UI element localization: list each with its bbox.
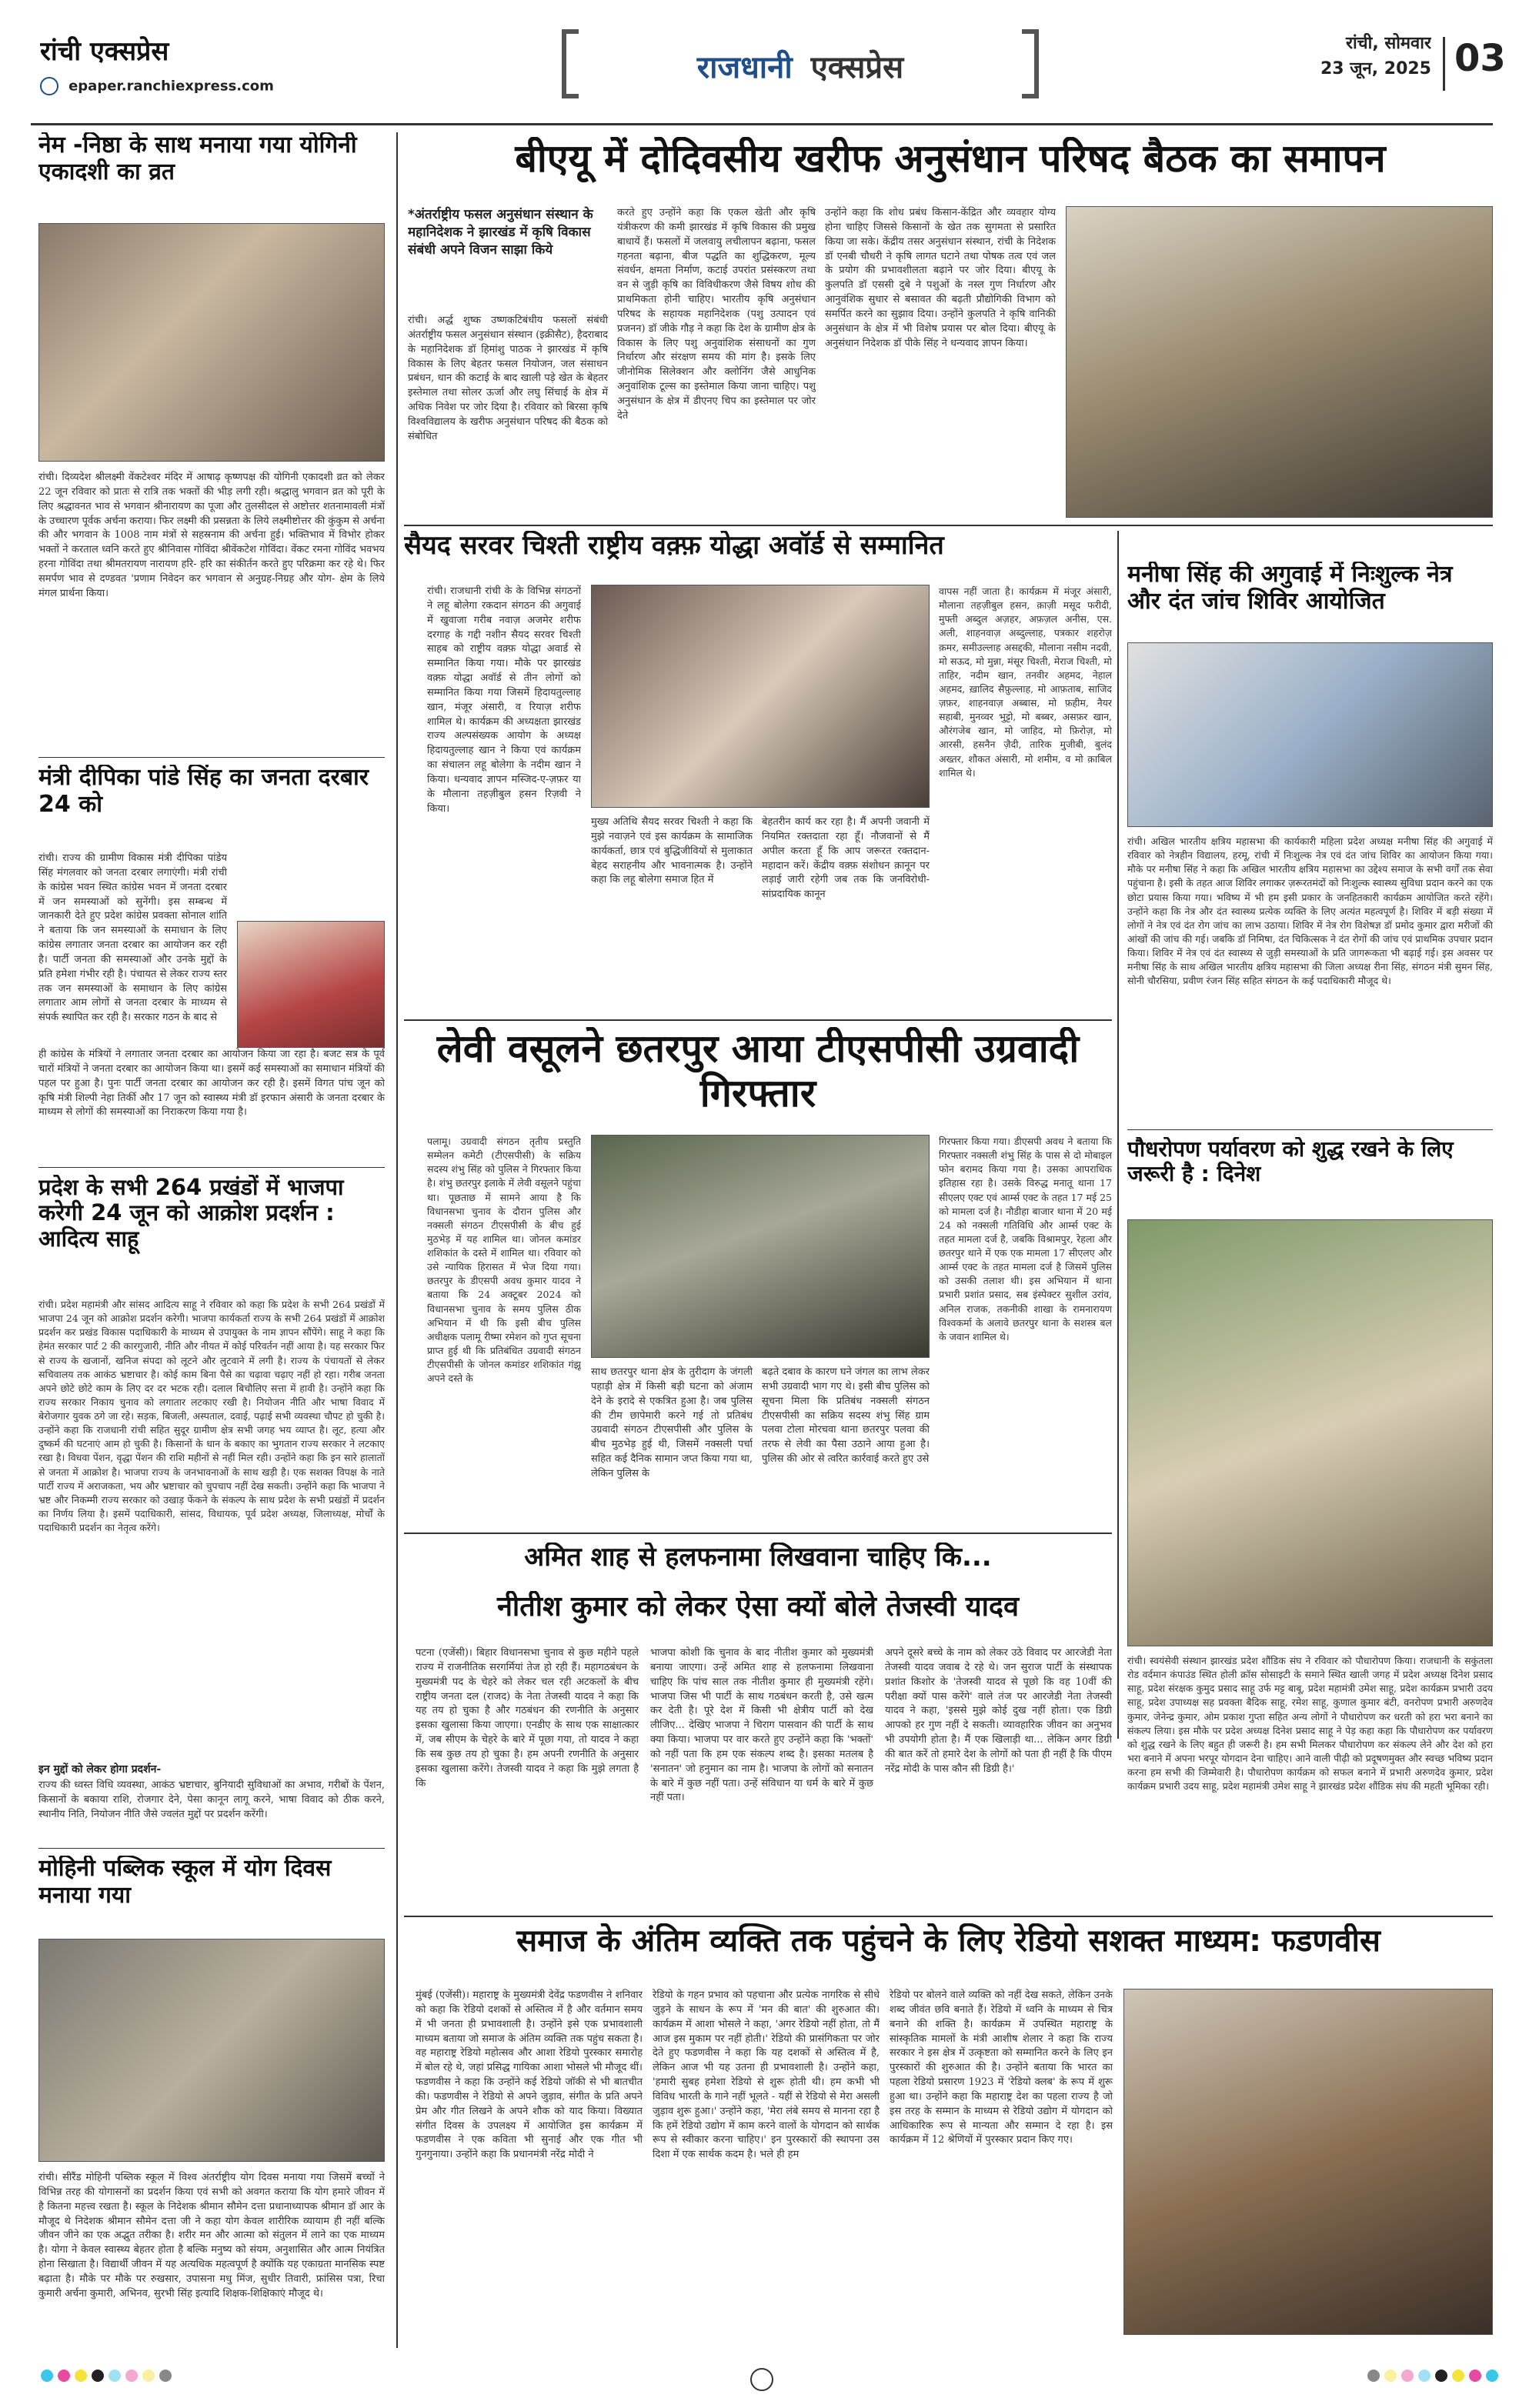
- story6-col-3: अपने दूसरे बच्चे के नाम को लेकर उठे विवाद पर आरजेडी नेता तेजस्वी यादव जवाब दे रहे थे। जन सुराज पार्टी के संस्थापक प्रशांत किशोर के 'तेजस्वी यादव से पूछो कि वह 10वीं की परीक्षा क्यों पास करेंगे' वाले तंज पर आरजेडी नेता तेजस्वी यादव ने कहा, 'इससे मुझे कोई दुख नहीं होता। एक डिग्री आपको हर गुण नहीं दे सकती। व्यावहारिक जीवन का अनुभव भी उपयोगी होता है। मैं एक खिलाड़ी था... लेकिन अगर डिग्री की बात करें तो हमारे देश के लोगों को पता ही नहीं है कि पीएम नरेंद्र मोदी के पास कौन सी डिग्री है।': [885, 1647, 1112, 1775]
- globe-icon: [40, 77, 58, 95]
- dot-yellow-r: [1452, 2370, 1464, 2382]
- dot-grey-r: [1367, 2370, 1380, 2382]
- story6-col-1: पटना (एजेंसी)। बिहार विधानसभा चुनाव से कुछ महीने पहले राज्य में राजनीतिक सरगर्मियां तेज हो रही हैं। महागठबंधन के मुख्यमंत्री पद के चेहरे को लेकर चल रही अटकलों के बीच राष्ट्रीय जनता दल (राजद) के नेता तेजस्वी यादव ने कहा कि यह तय हो चुका है और गठबंधन की रणनीति के अनुसार इसका खुलासा किया जाएगा। एनडीए के साथ एक साक्षात्कार में, जब सीएम के चेहरे के बारे में पूछा गया, तो यादव ने कहा कि सब कुछ तय हो चुका है। हम अपनी रणनीति के अनुसार इसका खुलासा करेंगे। तेजस्वी यादव ने कहा कि मुझे लगता है कि: [416, 1647, 639, 1789]
- s2-headline: मंत्री दीपिका पांडे सिंह का जनता दरबार 24 को: [38, 765, 369, 818]
- dot-yellow-2: [142, 2370, 155, 2382]
- section-title: [593, 45, 1008, 91]
- lead-col-3: उन्होंने कहा कि शोध प्रबंध किसान-केंद्रित और व्यवहार योग्य होना चाहिए जिससे किसानों के खेत तक सुगमता से प्रसारित किया जा सके। केंद्रीय तसर अनुसंधान संस्थान, रांची के निदेशक डॉ एनबी चौधरी ने कृषि लागत घटाने तथा पोषक तत्व एवं जल के प्रयोग की प्रभावशीलता बढ़ाने पर जोर दिया। बीएयू के कुलपति डॉ एससी दुबे ने पशुओं के नस्ल गुण निर्धारण और आनुवंशिक सुधार से बसावत की बढ़ती प्रौद्योगिकी विभाग को समर्पित करने का सुझाव दिया। उन्होंने कुलपति ने कृषि वानिकी अनुसंधान के क्षेत्र में भी विशेष प्रयास पर बोल दिया। बीएयू के अनुसंधान निदेशक डॉ पीके सिंह ने धन्यवाद ज्ञापन किया।: [825, 207, 1056, 349]
- dot-grey: [159, 2370, 172, 2382]
- lead-bottom-rule: [404, 525, 1493, 526]
- dot-cyan-2: [108, 2370, 121, 2382]
- website-row[interactable]: [40, 77, 394, 100]
- masthead: [0, 0, 1529, 115]
- s2-body-2: ही कांग्रेस के मंत्रियों ने लगातार जनता दरबार का आयोजन किया जा रहा है। बजट सत्र के पूर्व चारों मंत्रियों ने जनता दरबार का आयोजन किया था। इसमें कई समस्याओं का समाधान मंत्रियों की पहल पर हुआ है। पुनः पार्टी जनता दरबार का आयोजन कर रही है। इसमें विगत पांच जून को कृषि मंत्री शिल्पी नेहा तिर्की और 17 जून को स्वास्थ्य मंत्री डॉ इरफान अंसारी के जनता दरबार के माध्यम से लोगों की समस्याओं का निराकरण किया गया है।: [38, 1049, 385, 1119]
- color-bar-left: [38, 2370, 423, 2393]
- s3-headline: प्रदेश के सभी 264 प्रखंडों में भाजपा करेगी 24 जून को आक्रोश प्रदर्शन : आदित्य साहू: [38, 1175, 344, 1252]
- registration-mark-icon: [750, 2368, 773, 2391]
- page-number: 03: [1443, 37, 1512, 91]
- dot-magenta-r: [1469, 2370, 1481, 2382]
- right-col-divider: [1117, 531, 1119, 1739]
- story4-photo: [591, 1135, 930, 1358]
- story3-headline: मनीषा सिंह की अगुवाई में निःशुल्क नेत्र और दंत जांच शिविर आयोजित: [1127, 562, 1453, 615]
- website-url[interactable]: epaper.ranchiexpress.com: [68, 78, 274, 95]
- issue-date: 23 जून, 2025: [1320, 59, 1431, 78]
- s2-portrait: [237, 921, 385, 1048]
- dot-yellow-2-r: [1384, 2370, 1397, 2382]
- lead-col-2: करते हुए उन्होंने कहा कि एकल खेती और कृषि यंत्रीकरण की कमी झारखंड में कृषि विकास की प्रमुख बाधायें हैं। फसलों में जलवायु लचीलापन बढ़ाना, फसल गहनता बढ़ाना, बीज पद्धति का शुद्धिकरण, मूल्य संवर्धन, क्षमता निर्माण, कटाई उपरांत प्रसंस्करण तथा वन से जुड़ी कृषि का विविधीकरण जैसे विषय शोध की प्राथमिकता होनी चाहिए। भारतीय कृषि अनुसंधान परिषद के सहायक महानिदेशक (पशु उत्पादन एवं प्रजनन) डॉ जीके गौड़ ने कहा कि देश के ग्रामीण क्षेत्र के विकास के लिए पशु अनुवांशिक संसाधनों का गुण निर्धारण और संरक्षण समय की मांग है। इसके लिए जीनोमिक सिलेक्शन और क्लोनिंग जैसे आधुनिक अनुवांशिक टूल्स का इस्तेमाल किया जाना चाहिए। पशु अनुसंधान के क्षेत्र में डीएनए चिप का इस्तेमाल पर जोर देते: [617, 207, 816, 422]
- story4-headline: लेवी वसूलने छतरपुर आया टीएसपीसी उग्रवादी गिरफ्तार: [436, 1027, 1080, 1116]
- story5-headline: पौधरोपण पर्यावरण को शुद्ध रखने के लिए जरूरी है : दिनेश: [1127, 1137, 1454, 1187]
- story4-col-4: गिरफ्तार किया गया। डीएसपी अवध ने बताया कि गिरफ्तार नक्सली शंभु सिंह के पास से दो मोबाइल फोन बरामद किया गया है। उसका आपराधिक इतिहास रहा है। उसके विरुद्ध मनातू थाना 17 सीएलए एक्ट एवं आर्म्स एक्ट के तहत 17 मई 25 को मामला दर्ज है। नौडीहा बाजार थाना में 20 मई 24 को नक्सली गतिविधि और आर्म्स एक्ट के तहत मामला दर्ज है, जबकि विश्रामपुर, रेहला और छतरपुर थाने में एक एक मामला 17 सीएलए और आर्म्स एक्ट के तहत मामला दर्ज है जिसमें पुलिस को उसकी तलाश थी। इस अभियान में थाना प्रभारी प्रशांत प्रसाद, सब इंस्पेक्टर सुशील उरांव, अनिल राजक, तकनीकी शाखा के रामनारायण विश्वकर्मा के अलावे छतरपुर थाना के सशस्त्र बल के जवान शामिल थे।: [939, 1136, 1112, 1342]
- s3-body: रांची। प्रदेश महामंत्री और सांसद आदित्य साहू ने रविवार को कहा कि प्रदेश के सभी 264 प्रखंडों में भाजपा 24 जून को आक्रोश प्रदर्शन करेगी। भाजपा कार्यकर्ता राज्य के सभी 264 प्रखंडों में आक्रोश प्रदर्शन कर प्रखंड विकास पदाधिकारी के माध्यम से उपायुक्त के नाम ज्ञापन सौंपेंगे। साहू ने कहा कि हेमंत सरकार पार्ट 2 की कारगुजारी, नीति और नीयत में कोई परिवर्तन नहीं आया है। यह सरकार फिर से राज्य के खजानों, खनिज संपदा को लूटने और लुटवाने में लगी है। राज्य के पंचायतों से लेकर सचिवालय तक आकंठ भ्रष्टाचार है। कोई काम बिना पैसे का चढ़ावा चढ़ाए नहीं हो रहा। गरीब जनता अपने छोटे छोटे काम के लिए दर दर भटक रही। दलाल बिचौलिए सत्ता में हावी है। उन्होंने कहा कि राज्य सरकार निकाय चुनाव को लगातार लटकाए रखी है। नियोजन नीति और भाषा विवाद में बेरोजगार युवक ठगे जा रहे। सड़क, बिजली, अस्पताल, दवाई, पढ़ाई सभी व्यवस्था चौपट हो चुकी है। उन्होंने कहा कि राजधानी रांची सहित सुदूर ग्रामीण क्षेत्र सभी जगह भय व्याप्त है। लूट, हत्या और दुष्कर्म की घटनाएं आम हो चुकी है। किसानों के धान के बकाए का भुगतान राज्य सरकार ने लटकाए रखा है। विधवा पेंशन, वृद्धा पेंशन की राशि महीनों से नहीं मिल रही। उन्होंने कहा कि इन सारे हालातों से जनता में आक्रोश है। भाजपा राज्य के जनभावनाओं के साथ खड़ी है। एक सशक्त विपक्ष के नाते पार्टी राज्य में अराजकता, भय और भ्रष्टाचार को चुपचाप नहीं देख सकती। उन्होंने कहा कि भाजपा ने भ्रष्ट और निकम्मी राज्य सरकार को उखाड़ फेंकने के संकल्प के साथ प्रदेश के सभी प्रखंडों में प्रदर्शन का निर्णय लिया है। इसमें पदाधिकारी, सांसद, विधायक, पूर्व प्रदेश अध्यक्ष, जिलाध्यक्ष, मोर्चों के पदाधिकारी प्रदर्शन का नेतृत्व करेंगे।: [38, 1299, 385, 1533]
- story5-body: रांची। स्वयंसेवी संस्थान झारखंड प्रदेश शौंडिक संघ ने रविवार को पौधारोपण किया। राजधानी के सकुंतला रोड वर्दमान कंपाउंड स्थित होली क्रॉस सोसाइटी के समाने स्थित खाली जगह में प्रदेश अध्यक्ष दिनेश प्रसाद साहू, प्रदेश संरक्षक कुमुद प्रसाद साहू उर्फ मट्ट बाबू, प्रदेश महामंत्री उमेश साहू, प्रदेश कार्यक्रम प्रभारी उदय साहू, प्रदेश उपाध्यक्ष सह प्रवक्ता बैदिक साहू, रमेश साहू, कुणाल कुमार बंटी, वनरोपण प्रभारी अरुणदेव कुमार, जेनेन्द्र कुमार, ओम प्रकाश गुप्ता सहित अन्य लोगों ने पौधारोपण कर धरती को हरा भरा बनाने का संकल्प लिया। इस मौके पर प्रदेश अध्यक्ष दिनेश प्रसाद साहू ने पेड़ कहा कहा कि पौधारोपण कर पर्यावरण को शुद्ध रखने के लिए बहुत ही जरूरी है। हम सभी मिलकर पौधारोपण कर संकल्प लेने और देश को हरा भरा बनाने में अपना भरपूर योगदान देना चाहिए। आने वाली पीढ़ी को प्रदूषणमुक्त और स्वच्छ भविष्य प्रदान करना हम सभी की जिम्मेवारी है। पौधारोपण कार्यक्रम को सफल बनाने में प्रभारी अरुणदेव कुमार, प्रदेश कार्यक्रम प्रभारी उदय साहू, प्रदेश महामंत्री उमेश साहू ने झारखंड प्रदेश शौंडिक संघ की महती भूमिका रही।: [1127, 1655, 1493, 1793]
- lead-photo: [1066, 206, 1493, 518]
- story7-headline: समाज के अंतिम व्यक्ति तक पहुंचने के लिए रेडियो सशक्त माध्यम: फडणवीस: [516, 1923, 1380, 1959]
- color-bar-right: [1116, 2370, 1501, 2393]
- bracket-right: [1022, 29, 1039, 98]
- story7-col-3: रेडियो पर बोलने वाले व्यक्ति को नहीं देख सकते, लेकिन उनके शब्द जीवंत छवि बनाते हैं। रेडियो में ध्वनि के माध्यम से चित्र बनाने की शक्ति है। कार्यक्रम में उपस्थित महाराष्ट्र के सांस्कृतिक मामलों के मंत्री आशीष शेलार ने कहा कि राज्य सरकार ने इस क्षेत्र में उत्कृष्टता को सम्मानित करने के लिए इन पुरस्कारों की शुरुआत की है। उन्होंने बताया कि भारत का पहला रेडियो प्रसारण 1923 में 'रेडियो क्लब' के रूप में शुरू हुआ था। उन्होंने कहा कि महाराष्ट्र देश का पहला राज्य है जो इस तरह के सम्मान के माध्यम से रेडियो उद्योग में योगदान को आधिकारिक रूप से मान्यता और सम्मान दे रहा है। इस कार्यक्रम में 12 श्रेणियों में पुरस्कार प्रदान किए गए।: [890, 1989, 1113, 2146]
- dot-yellow: [75, 2370, 87, 2382]
- story2-col-2: मुख्य अतिथि सैयद सरवर चिश्ती ने कहा कि मुझे नवाज़ने एवं इस कार्यक्रम के सामाजिक कार्यकर्ता, छात्र एवं बुद्धिजीवियों से मुलाकात बेहद सराहनीय और भावनात्मक है। उन्होंने कहा कि लहू बोलेगा समाज हित में: [591, 816, 753, 886]
- story4-col-1: पलामू। उग्रवादी संगठन तृतीय प्रस्तुति सम्मेलन कमेटी (टीएसपीसी) के सक्रिय सदस्य शंभु सिंह को पुलिस ने गिरफ्तार किया है। शंभु छतरपुर इलाके में लेवी वसूलने पहुंचा था। पूछताछ में सामने आया है कि विधानसभा चुनाव के दौरान पुलिस और नक्सली संगठन टीएसपीसी के बीच हुई मुठभेड़ में यह शामिल था। जोनल कमांडर शशिकांत के दस्ते में शामिल था। रविवार को उसे न्यायिक हिरासत में भेज दिया गया। छतरपुर के डीएसपी अवध कुमार यादव ने बताया कि 24 अक्टूबर 2024 को विधानसभा चुनाव के समय पुलिस ठीक अभियान में थी कि इसी बीच पुलिस अधीक्षक पलामू रीष्मा रमेशन को गुप्त सूचना प्राप्त हुई थी कि प्रतिबंधित उग्रवादी संगठन टीएसपीसी के जोनल कमांडर शशिकांत गंझू अपने दस्ते के: [427, 1136, 581, 1385]
- story4-col-2: साथ छतरपुर थाना क्षेत्र के तुरीदाग के जंगली पहाड़ी क्षेत्र में किसी बड़ी घटना को अंजाम देने के इरादे से एकत्रित हुआ है। जब पुलिस की टीम छापेमारी करने गई तो प्रतिबंध उग्रवादी संगठन टीएसपीसी और पुलिस के बीच मुठभेड़ हुई थी, जिसमें नक्सली पर्चा सहित कई दैनिक सामान जप्त किया गया था, लेकिन पुलिस के: [591, 1366, 753, 1479]
- story2-bottom-rule: [404, 1019, 1112, 1021]
- dateline: [1247, 31, 1431, 100]
- dot-black-r: [1435, 2370, 1447, 2382]
- brand-title: रांची एक्सप्रेस: [40, 36, 169, 66]
- dot-cyan-r: [1486, 2370, 1498, 2382]
- story5-photo: [1127, 1219, 1493, 1646]
- section-right-word: एक्सप्रेस: [810, 50, 904, 85]
- story2-col-3: बेहतरीन कार्य कर रहा है। मैं अपनी जवानी में नियमित रक्तदाता रहा हूँ। नौजवानों से मैं अपील करता हूँ कि आप जरूरत रक्तदान-महादान करें। केंद्रीय वक़्फ़ संशोधन क़ानून पर लड़ाई जारी रहेगी जब तक कि जनविरोधी-सांप्रदायिक कानून: [762, 816, 930, 901]
- story6-headline-2: नीतीश कुमार को लेकर ऐसा क्यों बोले तेजस्वी यादव: [496, 1591, 1020, 1623]
- story6-bottom-rule: [404, 1916, 1493, 1917]
- story2-photo: [591, 585, 930, 808]
- left-divider-3: [38, 1848, 385, 1849]
- dot-magenta-2-r: [1401, 2370, 1414, 2382]
- lead-col-1: रांची। अर्द्ध शुष्क उष्णकटिबंधीय फसलों संबंधी अंतर्राष्ट्रीय फसल अनुसंधान संस्थान (इक्रीसैट), हैदराबाद के महानिदेशक डॉ हिमांशु पाठक ने झारखंड में कृषि विकास के लिए बेहतर फसल नियोजन, जल संसाधन प्रबंधन, धान की कटाई के बाद खाली पड़े खेत के बेहतर इस्तेमाल तथा सोलर ऊर्जा और लघु सिंचाई के क्षेत्र में अधिक निवेश पर जोर दिया है। रविवार को बिरसा कृषि विश्वविद्यालय के खरीफ अनुसंधान परिषद की बैठक को संबोधित: [408, 315, 608, 442]
- s1-headline: नेम -निष्ठा के साथ मनाया गया योगिनी एकादशी का व्रत: [38, 132, 357, 185]
- left-column: [31, 132, 392, 2363]
- bracket-left: [562, 29, 579, 98]
- s2-body-1: रांची। राज्य की ग्रामीण विकास मंत्री दीपिका पांडेय सिंह मंगलवार को जनता दरबार लगाएंगी। मंत्री रांची के कांग्रेस भवन स्थित कांग्रेस भवन में जनता दरबार में जन समस्याओं को सुनेंगी। इस सम्बन्ध में जानकारी देते हुए प्रदेश कांग्रेस प्रवक्ता सोनाल शांति ने बताया कि जन समस्याओं के समाधान के लिए कांग्रेस लगातार जनता दरबार का आयोजन कर रही है। पार्टी जनता की समस्याओं और उनके मुद्दों के प्रति हमेशा गंभीर रही है। पंचायत से लेकर राज्य स्तर तक जन समस्याओं के समाधान के लिए कांग्रेस लगातार आम लोगों से जनता दरबार के माध्यम से संपर्क स्थापित कर रही है। सरकार गठन के बाद से: [38, 852, 227, 1024]
- story2-col-1: रांची। राजधानी रांची के के विभिन्न संगठनों ने लहू बोलेगा रकदान संगठन की अगुवाई में खुवाजा गरीब नवाज़ अजमेर शरीफ दरगाह के गद्दी नशीन सैयद सरवर चिश्ती साहब को राष्ट्रीय वक़्फ़ योद्धा अवार्ड से सम्मानित किया गया। मौके पर झारखंड वक़्फ़ योद्धा अवॉर्ड से तीन लोगों को सम्मानित किया गया जिसमें हिदायतुल्लाह खान, मंजूर अंसारी, व रियाज़ शरीफ शामिल थे। कार्यक्रम की अध्यक्षता झारखंड राज्य अल्पसंख्यक आयोग के अध्यक्ष हिदायतुल्लाह खान ने किया एवं कार्यक्रम का संचालन लहू बोलेगा के नदीम खान ने किया। धन्यवाद ज्ञापन मस्जिद-ए-ज़फ़र या के मौलाना तहज़ीबुल हसन रिज़वी ने किया।: [427, 585, 581, 815]
- story2-col-4: वापस नहीं जाता है। कार्यक्रम में मंजूर अंसारी, मौलाना तहज़ीबुल हसन, क़ाज़ी मसूद फरीदी, मुफ्ती अब्दुल अज़हर, अफ़ज़ल अनीस, एस. अली, शाहनवाज़ अब्दुल्लाह, पत्रकार शहरोज़ क़मर, समीउल्लाह असद्दकी, मौलाना नसीम नदवी, मो सऊद, मो मुन्ना, मंसूर चिश्ती, मेराज चिश्ती, मो ताहिर, नदीम खान, तनवीर अहमद, नेहाल अहमद, ख़ालिद सैफ़ुल्लाह, मो आफ़ताब, साजिद ज़फ़र, शाहनवाज़ अब्बास, मो फ़हीम, नैयर सहाबी, मुनव्वर भुट्टो, मो बब्बर, असफ़र खान, औरंगजेब खान, मो जाहिद, मो फ़िरोज़, मो आरसी, हसनैन ज़ैदी, तारिक मुजीबी, बुलंद अख्तर, शौकत अंसारी, मो शमीम, व मो क़ाबिल शामिल थे।: [939, 585, 1112, 779]
- lead-kicker: *अंतर्राष्ट्रीय फसल अनुसंधान संस्थान के महानिदेशक ने झारखंड में कृषि विकास संबंधी अपने विजन साझा किये: [408, 207, 593, 258]
- section-banner: [562, 23, 1039, 108]
- lead-headline: बीएयू में दोदिवसीय खरीफ अनुसंधान परिषद बैठक का समापन: [515, 137, 1386, 181]
- story7-col-2: रेडियो के गहन प्रभाव को पहचाना और प्रत्येक नागरिक से सीधे जुड़ने के साधन के रूप में 'मन की बात' की शुरुआत की। कार्यक्रम में आशा भोसले ने कहा, 'अगर रेडियो नहीं होता, तो मैं आज इस मुकाम पर नहीं होती।' रेडियो की प्रासंगिकता पर जोर देते हुए फडणवीस ने कहा कि यह दशकों से अस्तित्व में है, लेकिन आज भी यह उतना ही प्रभावशाली है। उन्होंने कहा, 'हमारी सुबह हमेशा रेडियो से शुरू होती थी। हम कभी भी विविध भारती के गाने नहीं भूलते - यहीं से रेडियो से मेरा असली जुड़ाव शुरू हुआ।' उन्होंने कहा, 'मेरा लंबे समय से मानना रहा है कि हमें रेडियो उद्योग में काम करने वालों के योगदान को सार्थक रूप से स्वीकार करना चाहिए।' इन पुरस्कारों की स्थापना उस दिशा में एक सार्थक कदम है। भले ही हम: [653, 1989, 880, 2161]
- s4-photo: [38, 1939, 385, 2162]
- left-divider-1: [38, 757, 385, 758]
- dot-magenta-2: [125, 2370, 138, 2382]
- story6-col-2: भाजपा कोशी कि चुनाव के बाद नीतीश कुमार को मुख्यमंत्री बनाया जाएगा। उन्हें अमित शाह से हलफनामा लिखवाना चाहिए कि पांच साल तक नीतीश कुमार ही मुख्यमंत्री रहेंगे। भाजपा जिस भी पार्टी के साथ गठबंधन करती है, उसे खत्म कर देती है। पूरे देश में किसी भी क्षेत्रीय पार्टी को देख लीजिए... देखिए भाजपा ने चिराग पासवान की पार्टी के साथ क्या किया। भाजपा पर वार करते हुए उन्होंने कहा कि 'भक्तों' को नहीं पता कि हम एक संकल्प शब्द है। इसका मतलब है 'सनातन' जो हनुमान का नाम है। भाजपा के लोगों को सनातन के बारे में कुछ नहीं पता। उन्हें संविधान या धर्म के बारे में कुछ नहीं पता।: [650, 1647, 873, 1804]
- story7-col-1: मुंबई (एजेंसी)। महाराष्ट्र के मुख्यमंत्री देवेंद्र फडणवीस ने शनिवार को कहा कि रेडियो दशकों से अस्तित्व में है और वर्तमान समय में भी जनता ही प्रभावशाली है। उन्होंने इसे एक प्रभावशाली माध्यम बताया जो समाज के अंतिम व्यक्ति तक पहुंच सकता है। वह महाराष्ट्र रेडियो महोत्सव और आशा रेडियो पुरस्कार समारोह में बोल रहे थे, जहां प्रसिद्ध गायिका आशा भोसले भी मौजूद थीं। फडणवीस ने कहा कि उन्होंने कई रेडियो जॉकी से भी बातचीत की। फडणवीस ने रेडियो से अपने जुड़ाव, संगीत के प्रति अपने प्रेम और गीत लिखने के अपने शौक को याद किया। विख्यात संगीत दिवस के उपलक्ष्य में आयोजित इस कार्यक्रम में फडणवीस ने एक कविता भी सुनाई और एक गीत भी गुनगुनाया। उन्होंने कहा कि प्रधानमंत्री नरेंद्र मोदी ने: [416, 1989, 643, 2161]
- masthead-rule: [31, 123, 1493, 125]
- dot-cyan: [41, 2370, 53, 2382]
- story2-headline: सैयद सरवर चिश्ती राष्ट्रीय वक़्फ़ योद्धा अवॉर्ड से सम्मानित: [404, 531, 944, 561]
- dot-cyan-2-r: [1418, 2370, 1431, 2382]
- city-day: रांची, सोमवार: [1345, 34, 1431, 53]
- dot-magenta: [58, 2370, 70, 2382]
- left-divider-2: [38, 1167, 385, 1168]
- s1-photo: [38, 223, 385, 462]
- s4-body: रांची। सीरैंड मोहिनी पब्लिक स्कूल में विश्व अंतर्राष्ट्रीय योग दिवस मनाया गया जिसमें बच्चों ने विभिन्न तरह की योगासनों का प्रदर्शन किया एवं सभी को अवगत कराया कि योग हमारे जीवन में है कितना महत्त्व रखता है। स्कूल के निदेशक श्रीमान सौमेन दत्ता प्रधानाध्यापक श्रीमान डॉ आर के मौजूद थे निदेशक श्रीमान सौमेन दत्ता जी ने कहा योग केवल शारीरिक व्यायाम ही नहीं बल्कि जीवन जीने का एक अद्भुत तरीका है। शरीर मन और आत्मा को संतुलन में लाने का एक माध्यम है। योगा ने केवल स्वास्थ्य बेहतर होता है बल्कि मनुष्य को संयम, अनुशासित और आत्म नियंत्रित होना सिखाता है। विद्यार्थी जीवन में यह अत्यधिक महत्वपूर्ण है क्योंकि यह एकाग्रता मानसिक स्पष्ट बढ़ाता है। मौके पर मौके पर रुखसार, उपासना मधु मिंज, सुधीर तिवारी, फ्रांसिस पत्रा, रिचा कुमारी अर्चना कुमारी, अभिनव, सुरभी सिंह इत्यादि शिक्षक-शिक्षिकाएं मौजूद थे।: [38, 2172, 385, 2300]
- s3-subhead: इन मुद्दों को लेकर होगा प्रदर्शन-: [38, 1763, 162, 1776]
- story7-photo: [1123, 1989, 1493, 2335]
- s4-headline: मोहिनी पब्लिक स्कूल में योग दिवस मनाया गया: [38, 1856, 332, 1909]
- dot-black: [92, 2370, 104, 2382]
- story4-bottom-rule: [404, 1533, 1112, 1534]
- story3-photo: [1127, 642, 1493, 827]
- story6-headline-1: अमित शाह से हलफनामा लिखवाना चाहिए कि...: [524, 1543, 992, 1573]
- story4-col-3: बढ़ते दबाव के कारण घने जंगल का लाभ लेकर सभी उग्रवादी भाग गए थे। इसी बीच पुलिस को सूचना मिला कि प्रतिबंध नक्सली संगठन टीएसपीसी का सक्रिय सदस्य शंभु सिंह ग्राम पलवा टोला मोरचवा थाना छतरपुर पलवा की तरफ से लेवी का पैसा उठाने आया हुआ है। पुलिस की ओर से त्वरित कार्रवाई करते हुए उसे: [762, 1366, 930, 1466]
- story3-body: रांची। अखिल भारतीय क्षत्रिय महासभा की कार्यकारी महिला प्रदेश अध्यक्ष मनीषा सिंह की अगुवाई में रविवार को नेत्रहीन विद्यालय, हरमू, रांची में निःशुल्क नेत्र एवं दंत जांच शिविर का आयोजन किया गया। मौके पर मनीषा सिंह ने कहा कि अखिल भारतीय क्षत्रिय महासभा का उद्देश्य समाज के सभी वर्गों तक सेवा पहुंचाना है। इसी के तहत आज शिविर लगाकर ज़रूरतमंदों को निःशुल्क स्वास्थ्य सुविधा प्रदान करने का एक छोटा प्रयास किया गया। भविष्य में भी हम इसी प्रकार के जनहितकारी कार्यक्रम आयोजित करते रहेंगे। उन्होंने कहा कि नेत्र और दंत स्वास्थ्य प्रत्येक व्यक्ति के लिए अत्यंत महत्वपूर्ण है। शिविर में बड़ी संख्या में लोगों ने नेत्र एवं दंत रोग जांच का लाभ उठाया। शिविर में नेत्र रोग विशेषज्ञ डॉ प्रमोद कुमार द्वारा मरीजों की आंखों की जांच की गई। जबकि डॉ निमिषा, दंत चिकित्सक ने दंत रोगों की जांच एवं प्राथमिक उपचार प्रदान किया। शिविर में नेत्र एवं दंत स्वास्थ्य से जुड़ी समस्याओं के प्रति जागरूकता भी बढ़ाई गई। इस अवसर पर मनीषा सिंह के साथ अखिल भारतीय क्षत्रिय महासभा की जिला अध्यक्ष रीना सिंह, संगठन मंत्री सुमन सिंह, सोनी चौरसिया, प्रवीण रंजन सिंह सहित संगठन के कई पदाधिकारी मौजूद थे।: [1127, 835, 1493, 987]
- left-column-divider: [396, 132, 398, 2348]
- story3-bottom-rule: [1127, 1129, 1493, 1130]
- s3-tail: राज्य की ध्वस्त विधि व्यवस्था, आकंठ भ्रष्टाचार, बुनियादी सुविधाओं का अभाव, गरीबों के पेंशन, किसानों के बकाया राशि, रोजगार देने, पेसा कानून लागू करने, भाषा विवाद को ठीक करने, स्थानीय निति, नियोजन नीति जैसे ज्वलंत मुद्दों पर प्रदर्शन करेंगी।: [38, 1779, 385, 1820]
- brand-logo: [40, 32, 363, 66]
- s1-body: रांची। दिव्यदेश श्रीलक्ष्मी वेंकटेश्वर मंदिर में आषाढ़ कृष्णपक्ष की योगिनी एकादशी व्रत को लेकर 22 जून रविवार को प्रातः से रात्रि तक भक्तों की भीड़ लगी रही। श्रद्धालु भगवान व्रत को पूरी के लिए श्रद्धावनत भाव से भगवान श्रीनारायण का पूजा और तुलसीदल से अष्टोत्तर शतनामावली मंत्रों के उच्चारण पूर्वक अर्चना कराया। फिर लक्ष्मी की प्रसन्नता के लिये लक्ष्मीष्टोत्तर की कुंकुम से अर्चना की और भगवान के 1008 नाम मंत्रों से सहस्रनाम की अर्चना हुई। भक्तिभाव में विभोर होकर भक्तों ने करताल ध्वनि करते हुए श्रीनिवास गोविंदा श्रीवेंकटेश गोविंदा। वेंकट रमना गोविंद भवभय हरना गोविंदा तथा श्रीमतरायण नारायण हरि- हरि का संकीर्तन करते हुए परिक्रमा कर रहे थे। फिर समर्पण भाव से दण्डवत 'प्रणाम निवेदन कर भगवान से अनुग्रह-निग्रह और योग- क्षेम के लिये मंगल प्रार्थना किया।: [38, 472, 385, 599]
- section-left-word: राजधानी: [696, 50, 793, 85]
